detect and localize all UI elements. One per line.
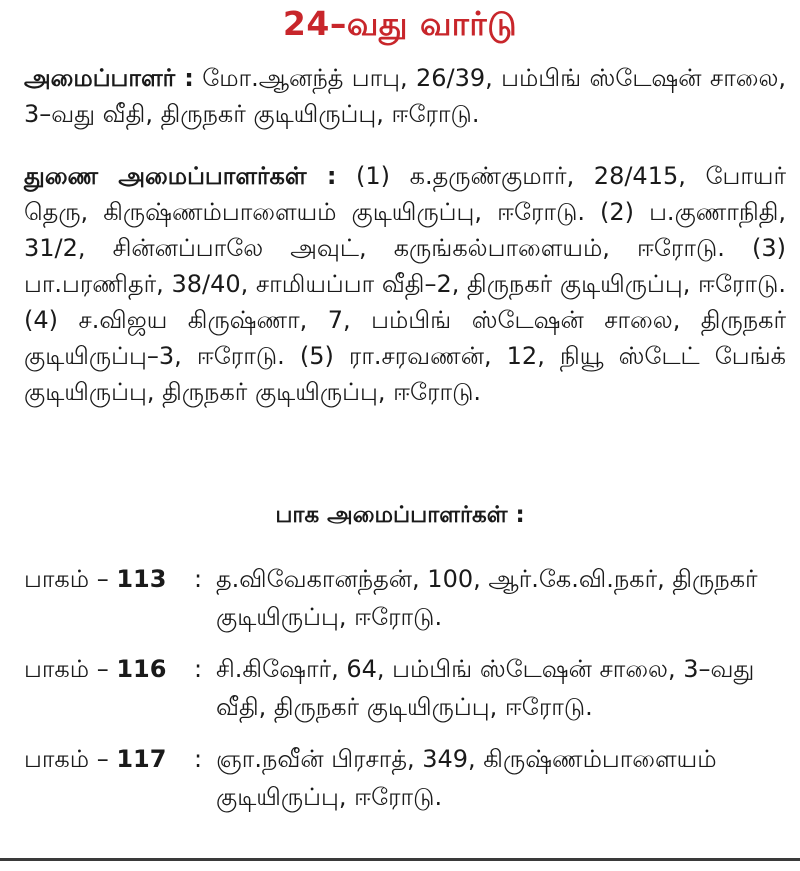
booth-colon: : xyxy=(194,745,203,773)
deputy-organizers-paragraph xyxy=(24,158,786,410)
deputy-organizers-label: துணை அமைப்பாளர்கள் : xyxy=(24,162,337,190)
booth-colon: : xyxy=(194,565,203,593)
booth-entry xyxy=(24,560,786,636)
deputy-organizers-text: (1) க.தருண்குமார், 28/415, போயர் தெரு, கிருஷ்ணம்பாளையம் குடியிருப்பு, ஈரோடு. (2) ப.குணாநிதி, 31/2, சின்னப்பாலே அவுட், கருங்கல்பாளையம், ஈரோடு. (3) பா.பரணிதர், 38/40, சாமியப்பா வீதி–2, திருநகர் குடியிருப்பு, ஈரோடு. (4) ச.விஜய கிருஷ்ணா, 7, பம்பிங் ஸ்டேஷன் சாலை, திருநகர் குடியிருப்பு–3, ஈரோடு. (5) ரா.சரவணன், 12, நியூ ஸ்டேட் பேங்க் குடியிருப்பு, திருநகர் குடியிருப்பு, ஈரோடு. xyxy=(24,162,786,406)
booth-organizers-heading: பாக அமைப்பாளர்கள் : xyxy=(275,502,525,528)
booth-address: சி.கிஷோர், 64, பம்பிங் ஸ்டேஷன் சாலை, 3–வது வீதி, திருநகர் குடியிருப்பு, ஈரோடு. xyxy=(216,655,755,721)
booth-prefix: பாகம் – xyxy=(24,565,109,593)
booth-label xyxy=(24,650,194,726)
organizer-label: அமைப்பாளர் : xyxy=(24,64,194,92)
booth-number: 116 xyxy=(116,655,167,683)
organizer-text: மோ.ஆனந்த் பாபு, 26/39, பம்பிங் ஸ்டேஷன் சாலை, 3–வது வீதி, திருநகர் குடியிருப்பு, ஈரோடு. xyxy=(24,64,787,128)
booth-colon: : xyxy=(194,655,203,683)
booth-label xyxy=(24,560,194,636)
booth-entry xyxy=(24,650,786,726)
booth-address: த.விவேகானந்தன், 100, ஆர்.கே.வி.நகர், திருநகர் குடியிருப்பு, ஈரோடு. xyxy=(216,565,758,631)
booth-number: 113 xyxy=(116,565,167,593)
booth-label xyxy=(24,740,194,816)
booth-address: ஞா.நவீன் பிரசாத், 349, கிருஷ்ணம்பாளையம் குடியிருப்பு, ஈரோடு. xyxy=(216,745,717,811)
organizer-paragraph xyxy=(24,60,786,132)
booth-prefix: பாகம் – xyxy=(24,745,109,773)
booth-number: 117 xyxy=(116,745,167,773)
bottom-divider xyxy=(0,858,800,861)
booth-prefix: பாகம் – xyxy=(24,655,109,683)
booth-entry xyxy=(24,740,786,816)
ward-title: 24–வது வார்டு xyxy=(282,4,518,43)
